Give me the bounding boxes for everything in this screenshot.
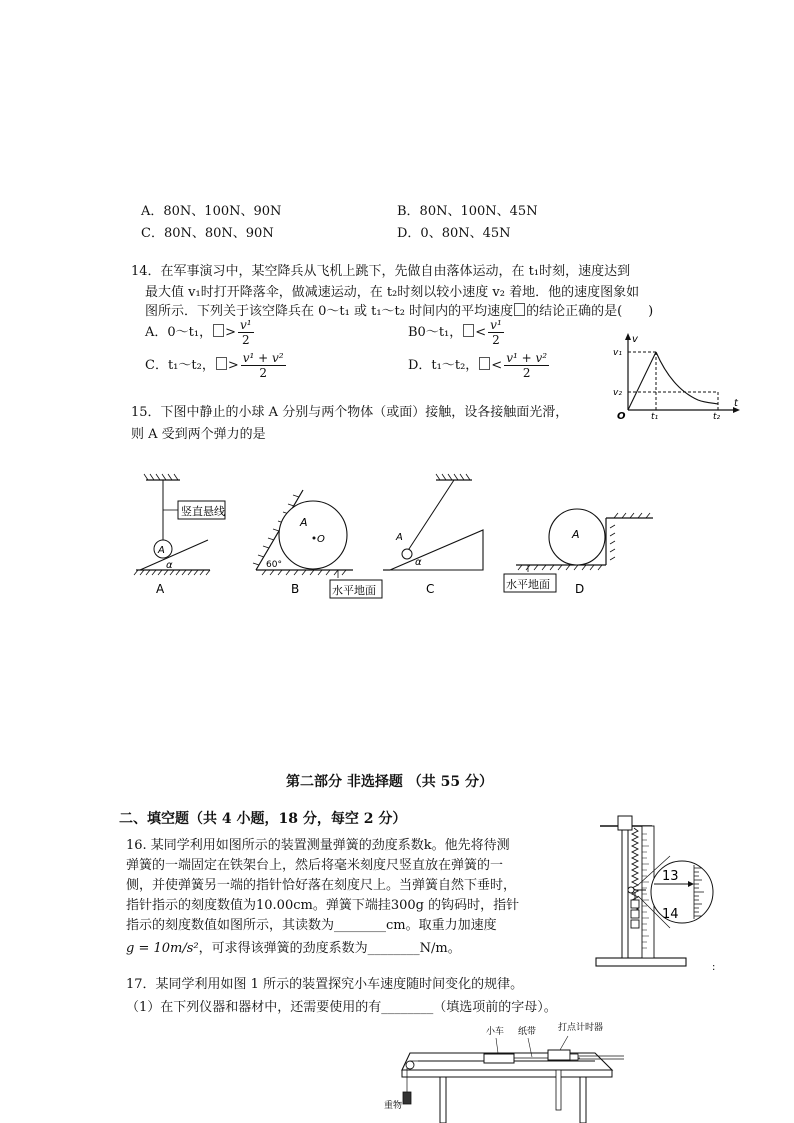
q14-a-num: v¹ xyxy=(240,318,252,332)
q16-line5: 指示的刻度数值如图所示，其读数为________cm。取重力加速度 xyxy=(126,918,497,933)
ball-c-label: A xyxy=(396,532,403,543)
q16-line4: 指针指示的刻度数值为10.00cm。弹簧下端挂300g 的钩码时，指针 xyxy=(126,898,520,913)
figure-d-label: D xyxy=(575,582,585,596)
q15-line2: 则 A 受到两个弹力的是 xyxy=(131,427,266,442)
q14-c-num: v¹ + v² xyxy=(242,351,284,365)
timer-label: 打点计时器 xyxy=(558,1023,604,1033)
q16-line2: 弹簧的一端固定在铁架台上，然后将毫米刻度尺竖直放在弹簧的一 xyxy=(126,858,504,873)
q14-a-den: 2 xyxy=(241,333,250,347)
ground-d-label: 水平地面 xyxy=(506,578,550,591)
cart-label: 小车 xyxy=(486,1027,505,1037)
part2-title: 第二部分 非选择题 （共 55 分） xyxy=(286,774,493,790)
figure-a-label: A xyxy=(156,582,165,596)
avg-velocity-symbol-icon xyxy=(213,324,224,337)
q14-option-d xyxy=(408,351,549,380)
q14-a-fraction xyxy=(238,318,254,347)
q13-option-d: D．0、80N、45N xyxy=(397,226,511,241)
ground-b-label: 水平地面 xyxy=(332,584,376,597)
figure-c xyxy=(383,474,483,596)
q14-d-fraction xyxy=(504,351,549,380)
v1-label: v₁ xyxy=(613,348,622,358)
q17-line2: （1）在下列仪器和器材中，还需要使用的有________（填选项前的字母）。 xyxy=(126,1000,557,1015)
ball-d-label: A xyxy=(572,528,580,541)
q14-d-num: v¹ + v² xyxy=(506,351,548,365)
q16-line3: 侧，并使弹簧另一端的指针恰好落在刻度尺上。当弹簧自然下垂时， xyxy=(126,878,517,893)
q14-a-prefix: A．0～t₁， xyxy=(145,325,213,340)
avg-velocity-symbol-icon xyxy=(479,357,490,370)
section2-title: 二、填空题（共 4 小题，18 分，每空 2 分） xyxy=(119,811,407,827)
q14-option-b xyxy=(408,318,504,347)
q16-line6 xyxy=(126,937,461,956)
cart-apparatus-figure xyxy=(380,1018,630,1123)
q13-option-b: B．80N、100N、45N xyxy=(397,204,538,219)
q14-d-op: < xyxy=(491,358,503,373)
avg-velocity-symbol-icon xyxy=(216,357,227,370)
q17-line1: 17．某同学利用如图 1 所示的装置探究小车速度随时间变化的规律。 xyxy=(126,977,524,992)
q14-b-fraction xyxy=(488,318,504,347)
t2-label: t₂ xyxy=(713,412,721,420)
v-axis-label: v xyxy=(632,334,638,345)
q16-g-value: g = 10m/s² xyxy=(126,941,199,956)
avg-velocity-symbol-icon xyxy=(463,324,474,337)
q14-line3-tail: 的结论正确的是( ) xyxy=(526,304,654,319)
figure-colon-mark: : xyxy=(712,962,716,973)
origin-label: O xyxy=(617,411,626,420)
q14-b-den: 2 xyxy=(492,333,500,347)
spring-apparatus-figure xyxy=(590,810,720,975)
velocity-time-graph xyxy=(608,330,744,420)
t-axis-label: t xyxy=(734,398,738,409)
q15-figures xyxy=(128,470,668,605)
angle-60-label: 60° xyxy=(266,560,282,570)
q15-line1: 15．下图中静止的小球 A 分别与两个物体（或面）接触，设各接触面光滑， xyxy=(131,405,569,420)
weight-label: 重物 xyxy=(384,1101,403,1111)
q16-line6-rest: ，可求得该弹簧的劲度系数为________N/m。 xyxy=(198,941,461,956)
q14-d-den: 2 xyxy=(522,366,531,380)
figure-b xyxy=(253,490,382,598)
v2-label: v₂ xyxy=(613,388,622,398)
q14-c-den: 2 xyxy=(259,366,267,380)
alpha-a: α xyxy=(166,560,173,571)
ruler-mark-13: 13 xyxy=(662,869,679,884)
figure-b-label: B xyxy=(291,582,300,596)
q14-b-prefix: B0～t₁， xyxy=(408,325,463,340)
figure-a xyxy=(134,474,225,596)
q13-option-a: A．80N、100N、90N xyxy=(141,204,282,219)
q14-c-fraction xyxy=(241,351,286,380)
q14-c-op: > xyxy=(227,358,239,373)
q14-line3 xyxy=(145,300,653,319)
t1-label: t₁ xyxy=(651,412,659,420)
figure-d xyxy=(504,509,653,596)
vertical-line-label: 竖直悬线 xyxy=(181,505,225,518)
ball-b-label: A xyxy=(300,516,308,529)
q14-d-prefix: D．t₁～t₂， xyxy=(408,358,479,373)
q14-b-num: v¹ xyxy=(490,318,502,332)
q14-c-prefix: C．t₁～t₂， xyxy=(145,358,215,373)
figure-c-label: C xyxy=(426,582,435,596)
q14-option-c xyxy=(145,351,286,380)
q14-b-op: < xyxy=(475,325,487,340)
ball-a-label: A xyxy=(158,545,165,556)
q14-line3-text: 图所示．下列关于该空降兵在 0～t₁ 或 t₁～t₂ 时间内的平均速度 xyxy=(145,304,514,319)
q14-a-op: > xyxy=(225,325,237,340)
q14-line1: 14．在军事演习中，某空降兵从飞机上跳下，先做自由落体运动，在 t₁时刻，速度达到 xyxy=(131,264,631,279)
tape-label: 纸带 xyxy=(518,1027,537,1037)
q14-option-a xyxy=(145,318,254,347)
center-o-label: O xyxy=(317,534,325,545)
alpha-c: α xyxy=(415,557,422,568)
q13-option-c: C．80N、80N、90N xyxy=(141,226,274,241)
q14-line2: 最大值 v₁时打开降落伞，做减速运动，在 t₂时刻以较小速度 v₂ 着地．他的速度图象如 xyxy=(145,285,640,300)
ruler-mark-14: 14 xyxy=(662,907,679,922)
avg-velocity-symbol-icon xyxy=(514,303,525,316)
q16-line1: 16. 某同学利用如图所示的装置测量弹簧的劲度系数k。他先将待测 xyxy=(126,838,510,853)
